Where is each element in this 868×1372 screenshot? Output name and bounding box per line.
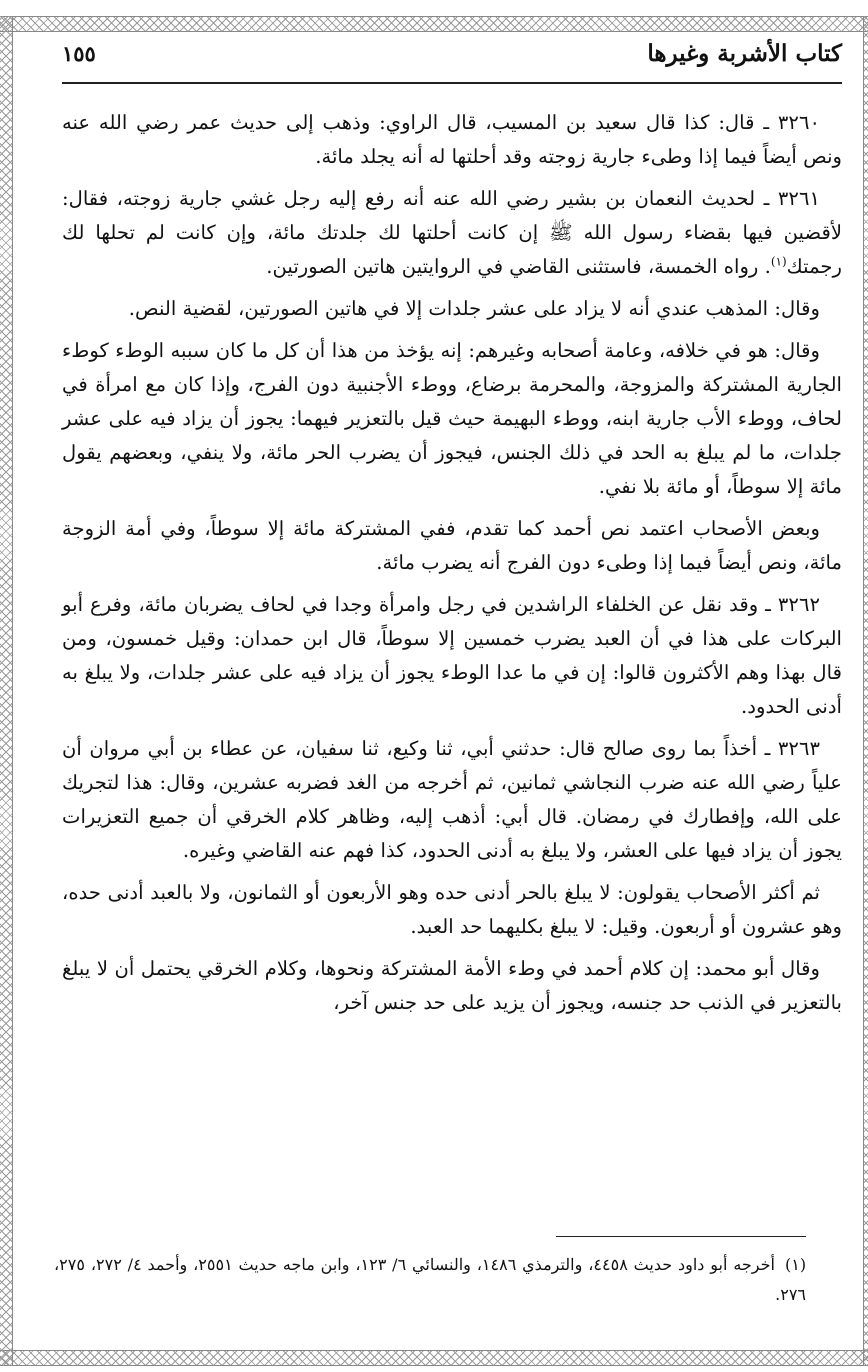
decorative-border-right <box>863 16 868 1366</box>
page-number: ١٥٥ <box>62 41 96 66</box>
decorative-border-left <box>0 16 13 1366</box>
paragraph-aktharu: ثم أكثر الأصحاب يقولون: لا يبلغ بالحر أدنى حده وهو الأربعون أو الثمانون، ولا بالعبد أدنى حده، وهو عشرون أو أربعون. وقيل: لا يبلغ بكليهما حد العبد. <box>62 881 842 938</box>
paragraph-ashab: وبعض الأصحاب اعتمد نص أحمد كما تقدم، ففي المشتركة مائة إلا سوطاً، وفي أمة الزوجة مائة، ونص أيضاً فيما إذا وطىء دون الفرج أنه يضرب مائة. <box>62 517 842 574</box>
footnote-reference[interactable]: (١) <box>770 254 787 269</box>
chapter-title: كتاب الأشربة وغيرها <box>647 40 842 67</box>
decorative-border-bottom <box>0 1350 868 1366</box>
paragraph-abu-muhammad: وقال أبو محمد: إن كلام أحمد في وطء الأمة المشتركة ونحوها، وكلام الخرقي يحتمل أن لا يبلغ بالتعزير في الذنب حد جنسه، ويجوز أن يزيد على حد جنس آخر، <box>62 957 842 1014</box>
book-page <box>62 40 842 1028</box>
paragraph-3263: ٣٢٦٣ ـ أخذاً بما روى صالح قال: حدثني أبي، ثنا وكيع، ثنا سفيان، عن عطاء بن أبي مروان أن علياً رضي الله عنه ضرب النجاشي ثمانين، ثم أخرجه من الغد فضربه عشرين، وقال: هذا لتجريك على الله، وإفطارك في رمضان. قال أبي: أذهب إليه، وظاهر كلام الخرقي أن جميع التعزيرات يجوز أن يزاد فيها على العشر، ولا يبلغ به أدنى الحدود، كذا فهم عنه القاضي وغيره. <box>62 737 842 862</box>
running-header <box>62 40 842 84</box>
page-body <box>62 106 842 1020</box>
footnote-separator <box>556 1236 806 1237</box>
footnote-number: (١) <box>784 1255 807 1274</box>
paragraph-3261 <box>62 182 842 284</box>
paragraph-madhhab: وقال: المذهب عندي أنه لا يزاد على عشر جلدات إلا في هاتين الصورتين، لقضية النص. <box>128 297 820 320</box>
paragraph-3260: ٣٢٦٠ ـ قال: كذا قال سعيد بن المسيب، قال الراوي: وذهب إلى حديث عمر رضي الله عنه ونص أيضاً فيما إذا وطىء جارية زوجته وقد أحلتها له أنه يجلد مائة. <box>62 111 842 168</box>
paragraph-khilaf: وقال: هو في خلافه، وعامة أصحابه وغيرهم: إنه يؤخذ من هذا أن كل ما كان سببه الوطء كوطء الجارية المشتركة والمزوجة، والمحرمة برضاع، ووطء الأجنبية دون الفرج، وإذا كان مع امرأة في لحاف، ووطء الأب جارية ابنه، ووطء البهيمة حيث قيل بالتعزير فيهما: يجوز أن يزاد فيه على عشر جلدات، ما لم يبلغ به الحد في ذلك الجنس، فيجوز أن يضرب الحر مائة، ولا ينفي، وبعضهم يقول مائة إلا سوطاً، أو مائة بلا نفي. <box>62 339 842 498</box>
paragraph-3261-tail: . رواه الخمسة، فاستثنى القاضي في الروايتين هاتين الصورتين. <box>266 255 771 278</box>
footnote <box>54 1250 806 1310</box>
footnote-text: أخرجه أبو داود حديث ٤٤٥٨، والترمذي ١٤٨٦، والنسائي ٦/ ١٢٣، وابن ماجه حديث ٢٥٥١، وأحمد ٤/ ٢٧٢، ٢٧٥، ٢٧٦. <box>54 1255 806 1304</box>
decorative-border-top <box>0 16 868 32</box>
paragraph-3262: ٣٢٦٢ ـ وقد نقل عن الخلفاء الراشدين في رجل وامرأة وجدا في لحاف يضربان مائة، وفرع أبو البركات على هذا في أن العبد يضرب خمسين إلا سوطاً، قال ابن حمدان: وقيل خمسون، ومن قال بهذا وهم الأكثرون قالوا: إن في ما عدا الوطء يجوز أن يزاد فيه على عشر جلدات، ولا يبلغ به أدنى الحدود. <box>62 593 842 718</box>
paragraph-3261-text: ٣٢٦١ ـ لحديث النعمان بن بشير رضي الله عنه أنه رفع إليه رجل غشي جارية زوجته، فقال: لأقضين فيها بقضاء رسول الله ﷺ إن كانت أحلتها لك جلدتك مائة، وإن كانت لم تحلها لك رجمتك <box>62 187 842 278</box>
